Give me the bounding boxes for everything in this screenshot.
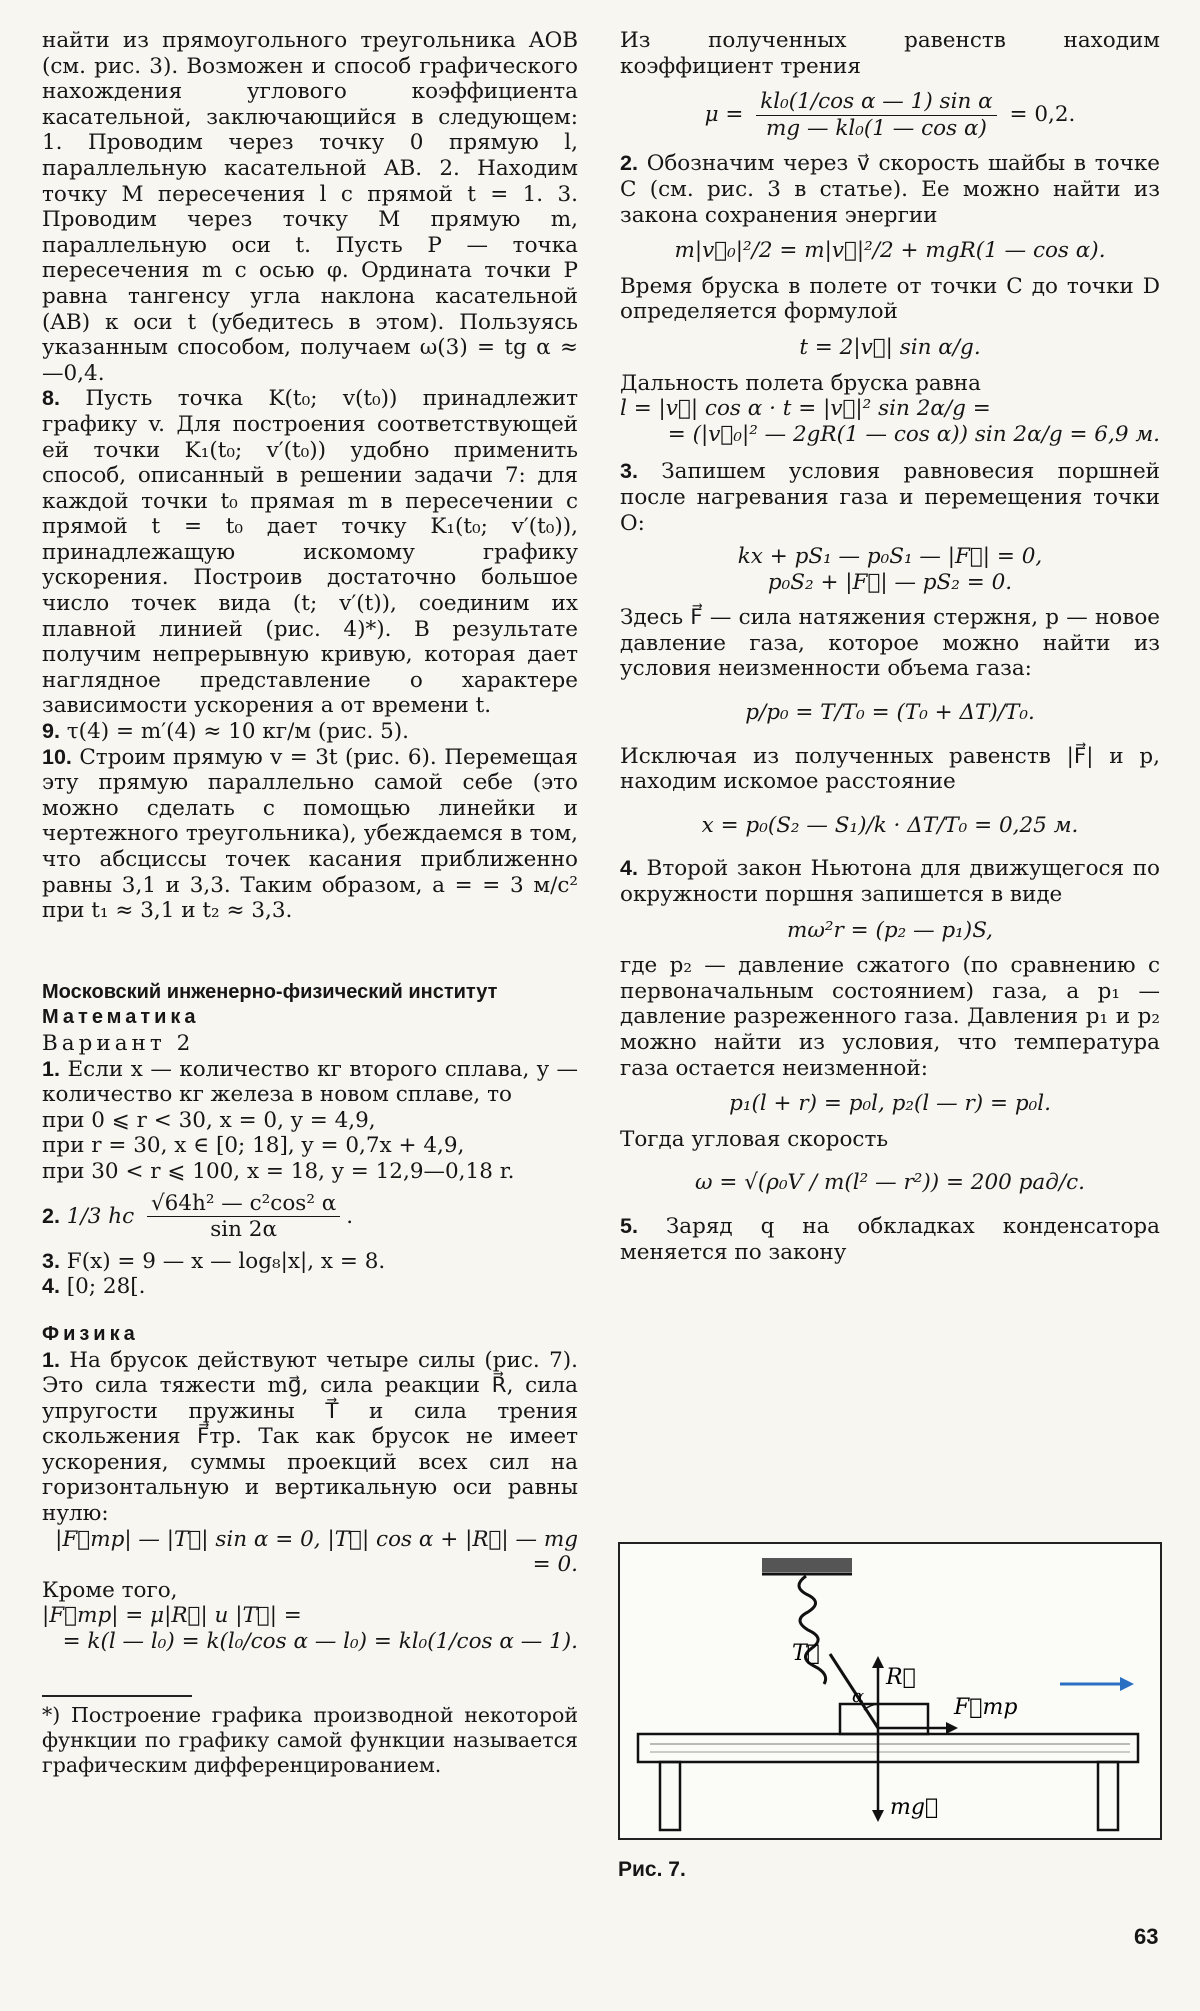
- equation: = (|v⃗₀|² — 2gR(1 — cos α)) sin 2α/g = 6,9 м.: [667, 421, 1160, 447]
- left-column: [42, 28, 578, 1778]
- problem-number: 9.: [42, 719, 60, 744]
- paragraph: Из полученных равенств находим коэффициент трения: [620, 28, 1160, 79]
- problem-number: 5.: [620, 1213, 638, 1238]
- paragraph-text: Строим прямую v = 3t (рис. 6). Перемещая эту прямую параллельно самой себе (это можно сделать с помощью линейки и чертежного треугольника), убеждаемся в том, что абсциссы точек касания приближенно равны 3,1 и 3,3. Таким образом, a = = 3 м/с² при t₁ ≈ 3,1 и t₂ ≈ 3,3.: [42, 744, 578, 924]
- equation: l = |v⃗| cos α · t = |v⃗|² sin 2α/g =: [620, 396, 991, 422]
- label-alpha: α: [852, 1686, 865, 1707]
- paragraph-9: [42, 719, 578, 745]
- arrowhead: [872, 1656, 884, 1668]
- figure-caption: Рис. 7.: [618, 1858, 686, 1881]
- equation: ω = √(ρ₀V / m(l² — r²)) = 200 рад/с.: [695, 1170, 1085, 1196]
- paragraph-10: [42, 745, 578, 924]
- paragraph-text: τ(4) = m′(4) ≈ 10 кг/м (рис. 5).: [66, 719, 410, 745]
- physics-heading: Физика: [42, 1322, 139, 1345]
- problem-number: 2.: [42, 1203, 60, 1228]
- equation: |F⃗тр| = μ|R⃗| и |T⃗| =: [42, 1603, 302, 1629]
- math-answer-1: [42, 1057, 578, 1108]
- formula-fraction: [756, 89, 996, 141]
- table-leg: [660, 1762, 680, 1830]
- paragraph: Здесь F⃗ — сила натяжения стержня, p — новое давление газа, которое можно найти из условия неизменности объема газа:: [620, 605, 1160, 682]
- answer-text: Запишем условия равновесия поршней после нагревания газа и перемещения точки O:: [620, 459, 1161, 536]
- label-T: T⃗: [792, 1641, 820, 1666]
- answer-text: [0; 28[.: [66, 1274, 146, 1300]
- condition-line: при 30 < r ⩽ 100, x = 18, y = 12,9—0,18 r.: [42, 1158, 515, 1184]
- equation: kx + pS₁ — p₀S₁ — |F⃗| = 0,: [737, 544, 1043, 570]
- equation: mω²r = (p₂ — p₁)S,: [786, 917, 993, 943]
- label-R: R⃗: [886, 1665, 916, 1690]
- equation: = k(l — l₀) = k(l₀/cos α — l₀) = kl₀(1/cos α — 1).: [62, 1629, 578, 1655]
- figure-7: [618, 1542, 1162, 1840]
- paragraph: где p₂ — давление сжатого (по сравнению с первоначальным состоянием) газа, a p₁ — давление разреженного газа. Давления p₁ и p₂ можно найти из условия, что температура газа остается неизменной:: [620, 953, 1160, 1081]
- problem-number: 2.: [620, 151, 638, 176]
- equation: p₁(l + r) = p₀l, p₂(l — r) = p₀l.: [729, 1091, 1051, 1117]
- answer-text: F(x) = 9 — x — log₈|x|, x = 8.: [66, 1248, 386, 1274]
- paragraph-text: Пусть точка K(t₀; v(t₀)) принадлежит графику v. Для построения соответствующей ей точки K₁(t₀; v′(t₀)) удобно применить способ, описанный в решении задачи 7: для каждой точки t₀ прямая m в пересечении с прямой t = t₀ дает точку K₁(t₀; v′(t₀)), принадлежащую искомому графику ускорения. Построив достаточно большое число точек вида (t; v′(t)), соединим их плавной линией (рис. 4)*). В результате получим непрерывную кривую, которая дает наглядное представление о характере зависимости ускорения a от времени t.: [42, 386, 578, 719]
- mu-formula: [620, 89, 1160, 141]
- spring: [799, 1576, 826, 1684]
- arrowhead: [1120, 1677, 1134, 1691]
- math-answer-4: [42, 1274, 578, 1300]
- formula-rhs: = 0,2.: [1009, 102, 1076, 128]
- physics-answer-1: [42, 1348, 578, 1527]
- table-top: [638, 1734, 1138, 1762]
- problem-number: 4.: [620, 856, 638, 881]
- problem-number: 1.: [42, 1056, 60, 1081]
- problem-number: 4.: [42, 1274, 60, 1299]
- paragraph: Дальность полета бруска равна: [620, 370, 981, 396]
- answer-5: [620, 1214, 1160, 1265]
- problem-number: 8.: [42, 386, 60, 411]
- equation: t = 2|v⃗| sin α/g.: [799, 334, 981, 360]
- equation: m|v⃗₀|²/2 = m|v⃗|²/2 + mgR(1 — cos α).: [674, 238, 1106, 264]
- answer-text: Заряд q на обкладках конденсатора меняется по закону: [620, 1213, 1160, 1265]
- denominator: mg — kl₀(1 — cos α): [766, 115, 987, 141]
- page-number: 63: [1134, 1924, 1159, 1949]
- paragraph-8: [42, 386, 578, 719]
- label-F: F⃗тр: [954, 1695, 1018, 1720]
- condition-line: при r = 30, x ∈ [0; 18], y = 0,7x + 4,9,: [42, 1133, 465, 1159]
- answer-3: [620, 459, 1160, 536]
- formula-prefix: 1/3 hc: [66, 1203, 135, 1229]
- variant-heading: Вариант 2: [42, 1030, 195, 1056]
- answer-text: На брусок действуют четыре силы (рис. 7). Это сила тяжести mg⃗, сила реакции R⃗, сила упругости пружины T⃗ и сила трения скольжения F⃗тр. Так как брусок не имеет ускорения, суммы проекций всех сил на горизонтальную и вертикальную оси равны нулю:: [42, 1347, 578, 1527]
- answer-2: [620, 151, 1160, 228]
- answer-text: Второй закон Ньютона для движущегося по окружности поршня запишется в виде: [620, 856, 1160, 908]
- equation: x = p₀(S₂ — S₁)/k · ΔT/T₀ = 0,25 м.: [701, 812, 1079, 838]
- problem-number: 3.: [42, 1248, 60, 1273]
- arrowhead: [872, 1810, 884, 1822]
- ceiling-mount: [762, 1558, 852, 1572]
- problem-number: 1.: [42, 1347, 60, 1372]
- figure-7-drawing: [620, 1544, 1160, 1838]
- denominator: sin 2α: [210, 1217, 278, 1243]
- paragraph: Исключая из полученных равенств |F⃗| и p, находим искомое расстояние: [620, 743, 1160, 795]
- numerator: kl₀(1/cos α — 1) sin α: [756, 89, 996, 116]
- table-leg: [1098, 1762, 1118, 1830]
- equation: |F⃗тр| — |T⃗| sin α = 0, |T⃗| cos α + |R⃗| — mg = 0.: [55, 1526, 578, 1578]
- institute-heading: Московский инженерно-физический институт: [42, 980, 498, 1003]
- paragraph: Тогда угловая скорость: [620, 1126, 889, 1152]
- label-mg: mg⃗: [890, 1795, 939, 1820]
- equation: p₀S₂ + |F⃗| — pS₂ = 0.: [767, 569, 1013, 595]
- block: [840, 1704, 928, 1734]
- equation: p/p₀ = T/T₀ = (T₀ + ΔT)/T₀.: [745, 700, 1035, 726]
- math-heading: Математика: [42, 1006, 200, 1029]
- answer-4: [620, 856, 1160, 907]
- right-column: [620, 28, 1160, 1265]
- condition-line: при 0 ⩽ r < 30, x = 0, y = 4,9,: [42, 1107, 376, 1133]
- formula-lhs: μ =: [704, 102, 744, 128]
- paragraph: Кроме того,: [42, 1577, 178, 1603]
- formula-fraction: [147, 1191, 340, 1243]
- footnote-rule: [42, 1695, 192, 1697]
- numerator: √64h² — c²cos² α: [147, 1191, 340, 1218]
- footnote: *) Построение графика производной некоторой функции по графику самой функции называется графическим дифференцированием.: [42, 1702, 578, 1777]
- answer-text: Если x — количество кг второго сплава, y — количество кг железа в новом сплаве, то: [42, 1056, 578, 1108]
- problem-number: 10.: [42, 744, 72, 769]
- paragraph: Время бруска в полете от точки C до точки D определяется формулой: [620, 273, 1160, 325]
- math-answer-3: [42, 1249, 578, 1275]
- problem-number: 3.: [620, 459, 638, 484]
- arrowhead: [946, 1722, 958, 1734]
- answer-text: Обозначим через v⃗ скорость шайбы в точке C (см. рис. 3 в статье). Ее можно найти из закона сохранения энергии: [620, 151, 1160, 228]
- math-answer-2: 2. 1/3 hc $\frac{\text{√64h² — c²cos² α}}{\sin 2\alpha}$ .: [42, 1190, 354, 1243]
- paragraph: найти из прямоугольного треугольника AOB (см. рис. 3). Возможен и способ графического нахождения углового коэффициента касательной, заключающийся в следующем: 1. Проводим через точку 0 прямую l, параллельную касательной AB. 2. Находим точку M пересечения l с прямой t = 1. 3. Проводим через точку M прямую m, параллельную оси t. Пусть P — точка пересечения m с осью φ. Ордината точки P равна тангенсу угла наклона касательной (AB) к оси t (убедитесь в этом). Пользуясь указанным способом, получаем ω(3) = tg α ≈ —0,4.: [42, 28, 578, 386]
